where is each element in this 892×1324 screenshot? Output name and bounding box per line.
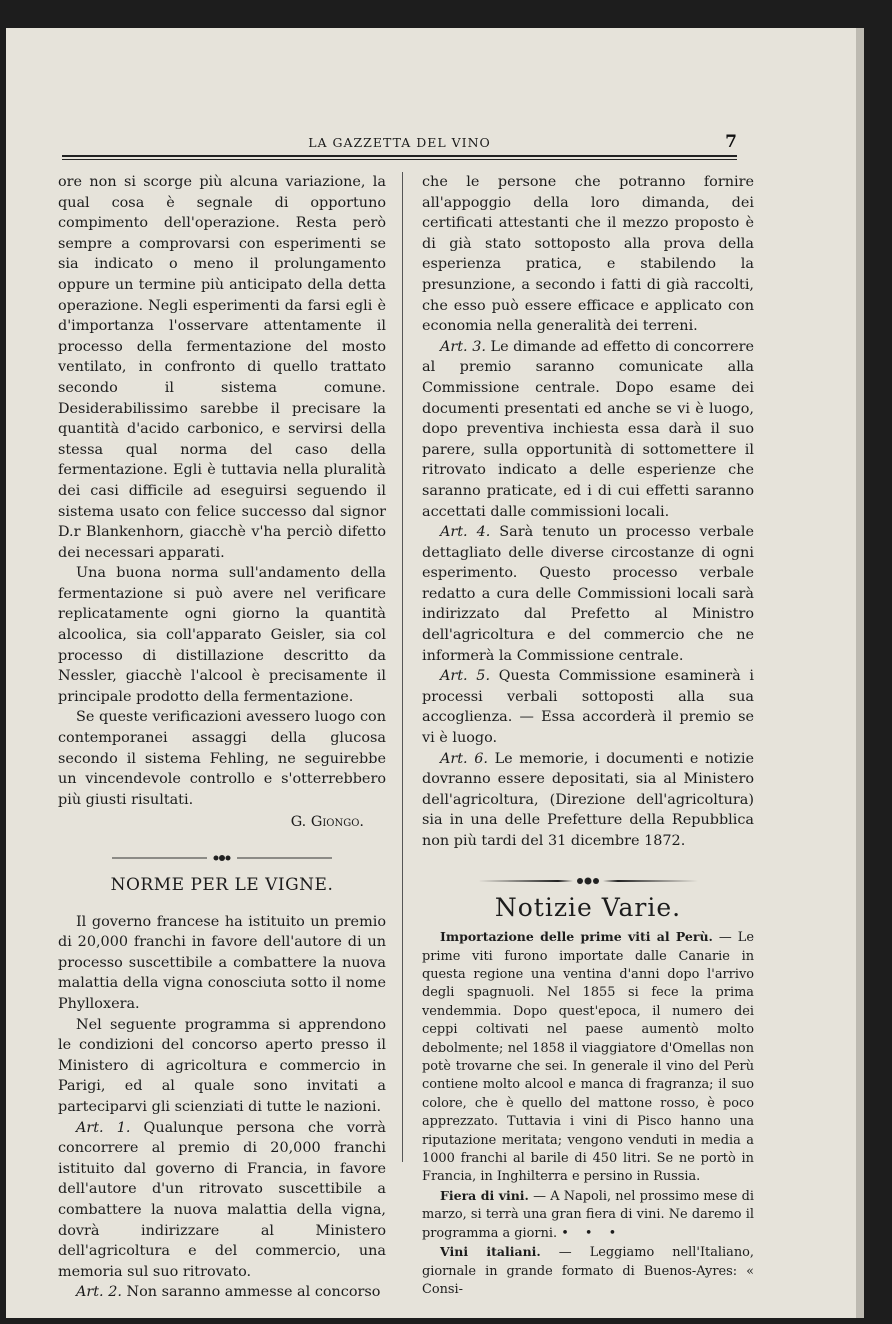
news-text: — A Napoli, nel prossimo mese di marzo, si terrà una gran fiera di vini. Ne daremo il programma a giorni. bbox=[422, 1188, 754, 1241]
news-text: — Le prime viti furono importate dalle Canarie in questa regione una ventina d'anni dopo l'arrivo degli spagnuoli. Nel 1855 si fece la prima vendemmia. Dopo quest'epoca, il numero dei ceppi coltivati nel paese aumentò molto debolmente; nel 1858 il viaggiatore d'Omellas non potè trovarne che sei. In generale il vino del Perù contiene molto alcool e manca di fragranza; il suo colore, che è quello del mattone rosso, è poco apprezzato. Tuttavia i vini di Pisco hanno una riputazione meritata; vengono venduti in media a 1000 franchi al barile di 450 litri. Se ne portò in Francia, in Inghilterra e persino in Russia. bbox=[422, 930, 754, 1185]
article-text: Questa Commissione esaminerà i processi verbali sottoposti alla sua accoglienza. — Essa accorderà il premio se vi è luogo. bbox=[422, 668, 754, 747]
article-label: Art. 4. bbox=[440, 524, 491, 541]
notizie-varie-title: Notizie Varie. bbox=[494, 892, 682, 922]
left-column bbox=[58, 172, 386, 1303]
article-label: Art. 3. bbox=[440, 338, 486, 355]
author-signature: G. Giongo. bbox=[290, 814, 364, 831]
article-label: Art. 5. bbox=[440, 668, 491, 685]
paragraph: Il governo francese ha istituito un premio di 20,000 franchi in favore dell'autore di un processo suscettibile a combattere la nuova malattia della vigna conosciuta sotto il nome Phylloxera. bbox=[58, 913, 386, 1012]
article-paragraph bbox=[422, 337, 754, 522]
article-text: Le dimande ad effetto di concorrere al premio saranno comunicate alla Commissione centrale. Dopo esame dei documenti presentati ed anche se vi è luogo, dopo preventiva inchiesta essa darà il suo parere, sulla opportunità di sottomettere il ritrovato indicato a delle esperienze che saranno praticate, ed i di cui effetti saranno accettati dalle commissioni locali. bbox=[422, 338, 754, 520]
article-text: Qualunque persona che vorrà concorrere al premio di 20,000 franchi istituito dal governo di Francia, in favore dell'autore d'un ritrovato suscettibile a combattere la nuova malattia della vigna, dovrà indirizzare al Ministero dell'agricoltura e del commercio, una memoria sul suo ritrovato. bbox=[58, 1119, 386, 1280]
news-item bbox=[422, 1243, 754, 1299]
paragraph: che le persone che potranno fornire all'appoggio della loro dimanda, dei certificati attestanti che il mezzo proposto è di già stato sottoposto alla prova della esperienza pratica, e stabilendo la presunzione, a secondo i fatti di già raccolti, che esso può essere efficace e applicato con economia nella generalità dei terreni. bbox=[422, 174, 754, 335]
article-paragraph bbox=[422, 749, 754, 852]
paragraph: ore non si scorge più alcuna variazione, la qual cosa è segnale di opportuno compimento dell'operazione. Resta però sempre a comprovarsi con esperimenti se sia indicato o meno il prolungamento oppure un termine più anticipato della detta operazione. Negli esperimenti da farsi egli è d'importanza l'osservare attentamente il processo della fermentazione del mosto ventilato, in confronto di quello trattato secondo il sistema comune. Desiderabilissimo sarebbe il precisare la quantità d'acido carbonico, e servirsi della stessa qual norma del caso della fermentazione. Egli è tuttavia nella pluralità dei casi difficile ad eseguirsi seguendo il sistema usato con felice successo dal signor D.r Blankenhorn, giacchè v'ha perciò difetto dei necessari apparati. bbox=[58, 174, 386, 561]
article-text: Le memorie, i documenti e notizie dovranno essere depositati, sia al Ministero dell'agricoltura, (Direzione dell'agricoltura) sia in una delle Prefetture della Repubblica non più tardi del 31 dicembre 1872. bbox=[422, 750, 754, 849]
paragraph: Nel seguente programma si apprendono le condizioni del concorso aperto presso il Ministero di agricoltura e commercio in Parigi, ed al quale sono invitati a parteciparvi gli scienziati di tutte le nazioni. bbox=[58, 1016, 386, 1115]
page-right-edge bbox=[856, 28, 864, 1318]
paragraph: Se queste verificazioni avessero luogo con contemporanei assaggi della glucosa secondo il sistema Fehling, ne seguirebbe un vincendevole controllo e s'otterrebbero più giusti risultati. bbox=[58, 709, 386, 808]
article-label: Art. 2. bbox=[76, 1284, 122, 1301]
news-headline: Fiera di vini. bbox=[440, 1187, 529, 1203]
section-title: NORME PER LE VIGNE. bbox=[110, 875, 334, 895]
news-item bbox=[422, 928, 754, 1187]
article-paragraph bbox=[422, 522, 754, 666]
column-divider bbox=[402, 172, 403, 1162]
news-headline: Vini italiani. bbox=[440, 1244, 541, 1260]
article-paragraph bbox=[58, 1118, 386, 1283]
article-paragraph bbox=[422, 666, 754, 748]
article-text: Sarà tenuto un processo verbale dettagliato delle diverse circostanze di ogni esperimento. Questo processo verbale redatto a cura delle Commissioni locali sarà indirizzato dal Prefetto al Ministro dell'agricoltura e del commercio che ne informerà la Commissione centrale. bbox=[422, 524, 754, 664]
article-label: Art. 6. bbox=[440, 750, 488, 767]
page-number: 7 bbox=[725, 132, 737, 152]
article-label: Art. 1. bbox=[76, 1119, 131, 1136]
notizie-divider-ornament bbox=[463, 874, 713, 888]
section-divider-ornament bbox=[112, 851, 332, 865]
paragraph: Una buona norma sull'andamento della fermentazione si può avere nel verificare replicatamente ogni giorno la quantità alcoolica, sia coll'apparato Geisler, sia col processo di distillazione descritto da Nessler, giacchè l'alcool è precisamente il principale prodotto della fermentazione. bbox=[58, 565, 386, 705]
running-title: LA GAZZETTA DEL VINO bbox=[308, 135, 491, 150]
news-text: — Leggiamo nell'Italiano, giornale in grande formato di Buenos-Ayres: « Consi- bbox=[422, 1245, 754, 1297]
article-text: Non saranno ammesse al concorso bbox=[126, 1284, 381, 1301]
news-headline: Importazione delle prime viti al Perù. bbox=[440, 929, 713, 945]
ellipsis-dots: • • • bbox=[561, 1225, 623, 1241]
right-column bbox=[422, 172, 754, 1299]
header-rule-thick bbox=[62, 155, 737, 157]
header-rule-thin bbox=[62, 159, 737, 160]
news-item bbox=[422, 1187, 754, 1243]
article-paragraph bbox=[58, 1282, 386, 1303]
page-header bbox=[62, 132, 737, 154]
